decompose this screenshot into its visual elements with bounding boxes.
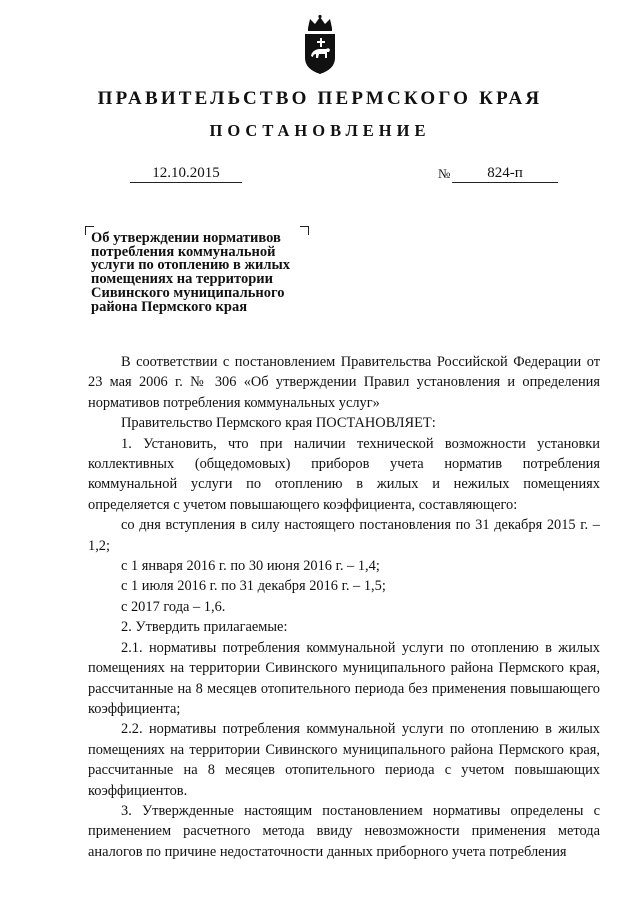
organization-title: ПРАВИТЕЛЬСТВО ПЕРМСКОГО КРАЯ (97, 88, 543, 109)
body-paragraph: 2.2. нормативы потребления коммунальной услуги по отоплению в жилых помещениях на территории Сивинского муниципального района Пермского края, рассчитанные на 8 месяцев отопительного периода с учетом повышающих коэффициентов. (88, 721, 600, 799)
document-number-label: № (438, 166, 451, 181)
body-paragraph: с 1 июля 2016 г. по 31 декабря 2016 г. – 1,5; (121, 578, 386, 595)
document-type: ПОСТАНОВЛЕНИЕ (209, 121, 431, 140)
body-paragraph: В соответствии с постановлением Правительства Российской Федерации от 23 мая 2006 г. № 306 «Об утверждении Правил установления и определения нормативов потребления коммунальных услуг» (88, 354, 600, 411)
document-number: 824-п (452, 164, 558, 183)
document-subject: Об утверждении нормативов потребления коммунальной услуги по отоплению в жилых помещениях на территории Сивинского муниципального района Пермского края (91, 230, 291, 315)
body-paragraph: с 2017 года – 1,6. (121, 598, 226, 615)
body-paragraph: 3. Утвержденные настоящим постановлением нормативы определены с применением расчетного метода ввиду невозможности применения метода аналогов по причине недостаточности данных приборного учета потребления (88, 802, 600, 860)
body-paragraph: 2. Утвердить прилагаемые: (121, 619, 288, 636)
coat-of-arms-icon (300, 14, 340, 76)
body-paragraph: 1. Установить, что при наличии технической возможности установки коллективных (общедомовых) приборов учета норматив потребления коммунальной услуги по отоплению в жилых и нежилых помещениях определяется с учетом повышающего коэффициента, составляющего: (88, 435, 600, 513)
body-paragraph: Правительство Пермского края ПОСТАНОВЛЯЕТ: (121, 415, 436, 432)
document-body (88, 352, 600, 862)
document-date: 12.10.2015 (130, 164, 242, 183)
body-paragraph: 2.1. нормативы потребления коммунальной услуги по отоплению в жилых помещениях на территории Сивинского муниципального района Пермского края, рассчитанные на 8 месяцев отопительного периода без применения повышающего коэффициента; (88, 639, 600, 717)
body-paragraph: со дня вступления в силу настоящего постановления по 31 декабря 2015 г. – 1,2; (88, 517, 600, 554)
body-paragraph: с 1 января 2016 г. по 30 июня 2016 г. – 1,4; (121, 558, 380, 575)
